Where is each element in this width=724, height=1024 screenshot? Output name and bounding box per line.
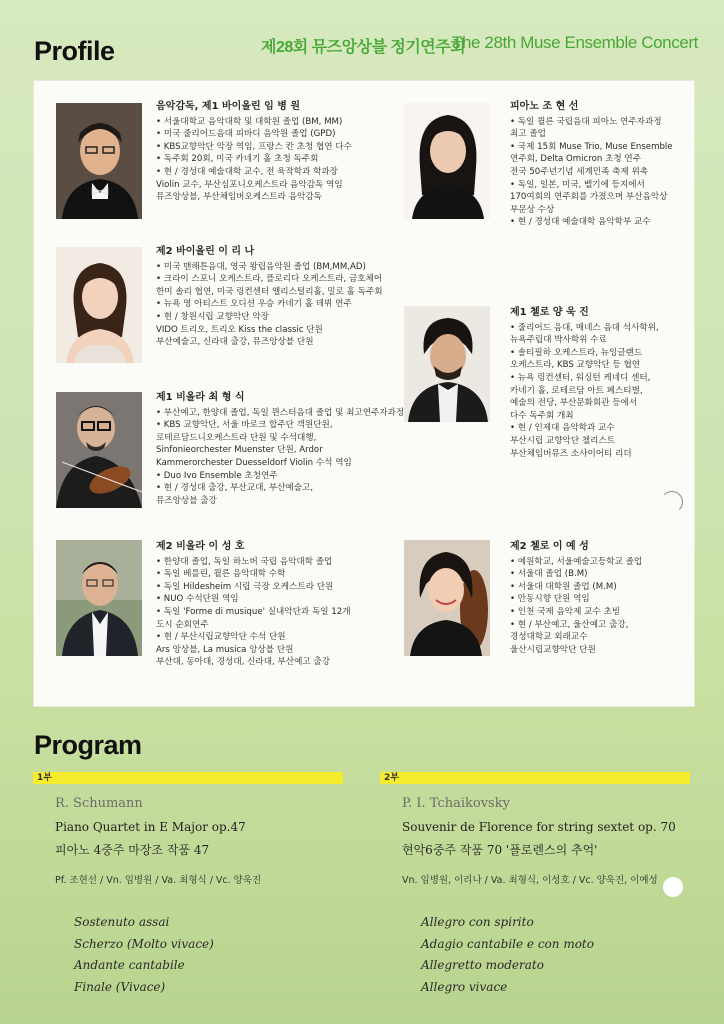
profile-name: 제2 비올라 이 성 호 [156, 541, 245, 552]
portrait-man-viola-icon [56, 392, 142, 508]
profile-line: 부산대, 동아대, 경성대, 신라대, 부산예고 출강 [156, 657, 331, 668]
part1-movements [74, 912, 214, 998]
profile-text [156, 246, 406, 349]
profile-line: • 현 / 인제대 음악학과 교수 [510, 423, 615, 434]
profile-line: • 독주회 20회, 미국 카네기 홀 초청 독주회 [156, 154, 319, 165]
profile-line: Sinfonieorchester Muenster 단원, Ardor [156, 445, 323, 456]
profile-line: • 국제 15회 Muse Trio, Muse Ensemble [510, 141, 673, 152]
profile-line: • 현 / 경성대 예술대학 음악학부 교수 [510, 217, 651, 228]
profile-line: VIDO 트리오, 트리오 Kiss the classic 단원 [156, 324, 323, 335]
profile-line: Violin 교수, 부산심포니오케스트라 음악감독 역임 [156, 179, 343, 190]
profile-name: 제2 바이올린 이 리 나 [156, 246, 255, 257]
profile-line: 부산체임버뮤즈 소사이어티 리더 [510, 448, 632, 459]
profile-name: 음악감독, 제1 바이올린 임 병 원 [156, 101, 301, 112]
profile-line: • 안동시향 단원 역임 [510, 594, 590, 605]
profile-line: 카네기 홀, 로테르담 아트 페스티벌, [510, 385, 643, 396]
profile-line: • 서울대학교 음악대학 및 대학원 졸업 (BM, MM) [156, 116, 343, 127]
part1-performers: Pf. 조현선 / Vn. 임병원 / Va. 최형식 / Vc. 양욱진 [55, 875, 262, 886]
movement-item: Scherzo (Molto vivace) [74, 936, 214, 951]
portrait-photo [404, 306, 490, 422]
portrait-photo [56, 392, 142, 508]
profile-text [510, 307, 690, 460]
profile-line: • 미국 맨해튼음대, 영국 왕립음악원 졸업 (BM,MM,AD) [156, 261, 366, 272]
profile-line: 부산시립 교향악단 첼리스트 [510, 435, 616, 446]
profile-line: • Duo Ivo Ensemble 초청연주 [156, 470, 278, 481]
profile-line: • 부산예고, 한양대 졸업, 독일 뮌스터음대 졸업 및 최고연주자과정 [156, 407, 405, 418]
profile-line: • 현 / 경성대 예술대학 교수, 전 육작학과 학과장 [156, 166, 338, 177]
profile-line: • 뉴욕 영 아티스트 오디션 우승 카네기 홀 데뷔 연주 [156, 299, 352, 310]
portrait-photo [56, 247, 142, 363]
profile-line: Kammerorchester Duesseldorf Violin 수석 역임 [156, 457, 352, 468]
profile-line: 부산예술고, 신라대 출강, 뮤즈앙상블 단원 [156, 337, 314, 348]
portrait-photo [404, 540, 490, 656]
profile-line: 로테르담드니오케스트라 단원 및 수석대행, [156, 432, 317, 443]
program-heading: Program [34, 730, 142, 760]
movement-item: Adagio cantabile e con moto [421, 936, 594, 951]
part2-composer: P. I. Tchaikovsky [402, 796, 510, 811]
movement-item: Andante cantabile [74, 958, 185, 972]
page-header [0, 0, 724, 80]
part2-work-english: Souvenir de Florence for string sextet op. 70 [402, 820, 676, 834]
portrait-photo [56, 103, 142, 219]
profile-line: • 줄리어드 음대, 매네스 음대 석사학위, [510, 322, 659, 333]
profile-line: 부문상 수상 [510, 204, 555, 215]
profile-line: • KBS 교향악단, 서울 바로크 합주단 객원단원, [156, 420, 333, 431]
profile-line: 경성대학교 외래교수 [510, 632, 588, 643]
profile-line: • 서울대 졸업 (B.M) [510, 569, 588, 580]
part2-movements [421, 912, 594, 998]
profile-line: • 서울대 대학원 졸업 (M.M) [510, 581, 617, 592]
part2-performers: Vn. 임병원, 이리나 / Va. 최형식, 이성호 / Vc. 양욱진, 이예성 [402, 875, 658, 886]
profile-panel [33, 80, 695, 707]
profile-line: Ars 앙상블, La musica 앙상블 단원 [156, 644, 294, 655]
profile-line: • 현 / 경성대 출강, 부산교대, 부산예술고, [156, 483, 314, 494]
concert-title-english: The 28th Muse Ensemble Concert [452, 33, 698, 52]
portrait-man-glasses-icon [56, 540, 142, 656]
portrait-woman-pianist-icon [404, 103, 490, 219]
profile-line: • 솔티필하 오케스트라, 뉴잉글랜드 [510, 347, 643, 358]
profile-line: • 독일 쾰른 국립음대 피아노 연주자과정 [510, 116, 662, 127]
profile-line: 도시 순회연주 [156, 619, 209, 630]
profile-line: 한미 솔리 협연, 미국 링컨센터 앨리스털리홀, 밀로 홀 독주회 [156, 286, 383, 297]
profile-line: • 현 / 부산시립교향악단 수석 단원 [156, 632, 286, 643]
profile-line: 뉴욕주립대 박사학위 수료 [510, 335, 607, 346]
profile-line: 연주회, Delta Omicron 초청 연주 [510, 154, 641, 165]
profile-line: • 현 / 창원시립 교향악단 악장 [156, 311, 269, 322]
punch-hole-mark [661, 491, 683, 513]
profile-line: • 독일, 일본, 미국, 벨기에 등지에서 [510, 179, 645, 190]
profile-line: • 크라이 스포니 오케스트라, 플로리다 오케스트라, 금호체어 [156, 274, 383, 285]
portrait-man-cellist-icon [404, 306, 490, 422]
profile-line: 최고 졸업 [510, 129, 546, 140]
movement-item: Allegro vivace [421, 979, 508, 994]
profile-line: • KBS교향악단 악장 역임, 프랑스 칸 초청 협연 다수 [156, 141, 352, 152]
portrait-man-bowtie-icon [56, 103, 142, 219]
profile-text [156, 392, 416, 507]
part1-work-korean: 피아노 4중주 마장조 작품 47 [55, 843, 210, 857]
movement-item: Allegretto moderato [421, 958, 544, 972]
movement-item: Finale (Vivace) [74, 979, 166, 994]
profile-line: • 현 / 부산예고, 울산예고 출강, [510, 619, 629, 630]
profile-line: • 뉴욕 링컨센터, 워싱턴 케네디 센터, [510, 372, 651, 383]
profile-line: • 독일 Hildesheim 시립 극장 오케스트라 단원 [156, 581, 334, 592]
profile-heading: Profile [34, 36, 115, 66]
punch-hole-dot [663, 877, 683, 897]
part2-bar: 2부 [380, 772, 690, 784]
movement-item: Allegro con spirito [421, 915, 534, 929]
profile-name: 제2 첼로 이 예 성 [510, 541, 589, 552]
profile-line: • 예원학교, 서울예술고등학교 졸업 [510, 556, 643, 567]
profile-name: 제1 첼로 양 욱 진 [510, 307, 589, 318]
concert-title-korean: 제28회 뮤즈앙상블 정기연주회 [261, 39, 466, 56]
profile-text [510, 101, 690, 229]
profile-line: 뮤즈앙상블, 부산체임버오케스트라 음악감독 [156, 192, 322, 203]
portrait-photo [404, 103, 490, 219]
profile-line: • NUO 수석단원 역임 [156, 594, 239, 605]
portrait-photo [56, 540, 142, 656]
profile-text [510, 541, 690, 656]
part1-composer: R. Schumann [55, 796, 143, 811]
profile-text [156, 541, 396, 669]
portrait-woman-cellist-icon [404, 540, 490, 656]
profile-line: • 독일 베를린, 쾰른 음악대학 수학 [156, 569, 286, 580]
portrait-woman-icon [56, 247, 142, 363]
profile-line: • 독일 'Forme di musique' 실내악단과 독일 12개 [156, 606, 351, 617]
profile-line: 예술의 전당, 부산문화회관 등에서 [510, 398, 638, 409]
part2-work-korean: 현악6중주 작품 70 '플로렌스의 추억' [402, 843, 598, 857]
profile-line: • 미국 줄리어드음대 피바디 음악원 졸업 (GPD) [156, 129, 336, 140]
profile-line: 울산시립교향악단 단원 [510, 644, 596, 655]
profile-line: 오케스트라, KBS 교향악단 등 협연 [510, 360, 641, 371]
profile-name: 피아노 조 현 선 [510, 101, 579, 112]
profile-line: 전국 50주년기념 세계민족 축제 위촉 [510, 166, 649, 177]
part1-work-english: Piano Quartet in E Major op.47 [55, 820, 246, 834]
profile-text [156, 101, 366, 204]
profile-line: 170여회의 연주회를 가졌으며 부산음악상 [510, 192, 668, 203]
profile-line: 뮤즈앙상블 출강 [156, 495, 217, 506]
profile-line: 다수 독주회 개최 [510, 410, 574, 421]
part1-bar: 1부 [33, 772, 343, 784]
profile-line: • 인천 국제 음악제 교수 초빙 [510, 606, 621, 617]
movement-item: Sostenuto assai [74, 915, 170, 929]
profile-line: • 한양대 졸업, 독일 하노버 국립 음악대학 졸업 [156, 556, 333, 567]
profile-name: 제1 비올라 최 형 식 [156, 392, 245, 403]
